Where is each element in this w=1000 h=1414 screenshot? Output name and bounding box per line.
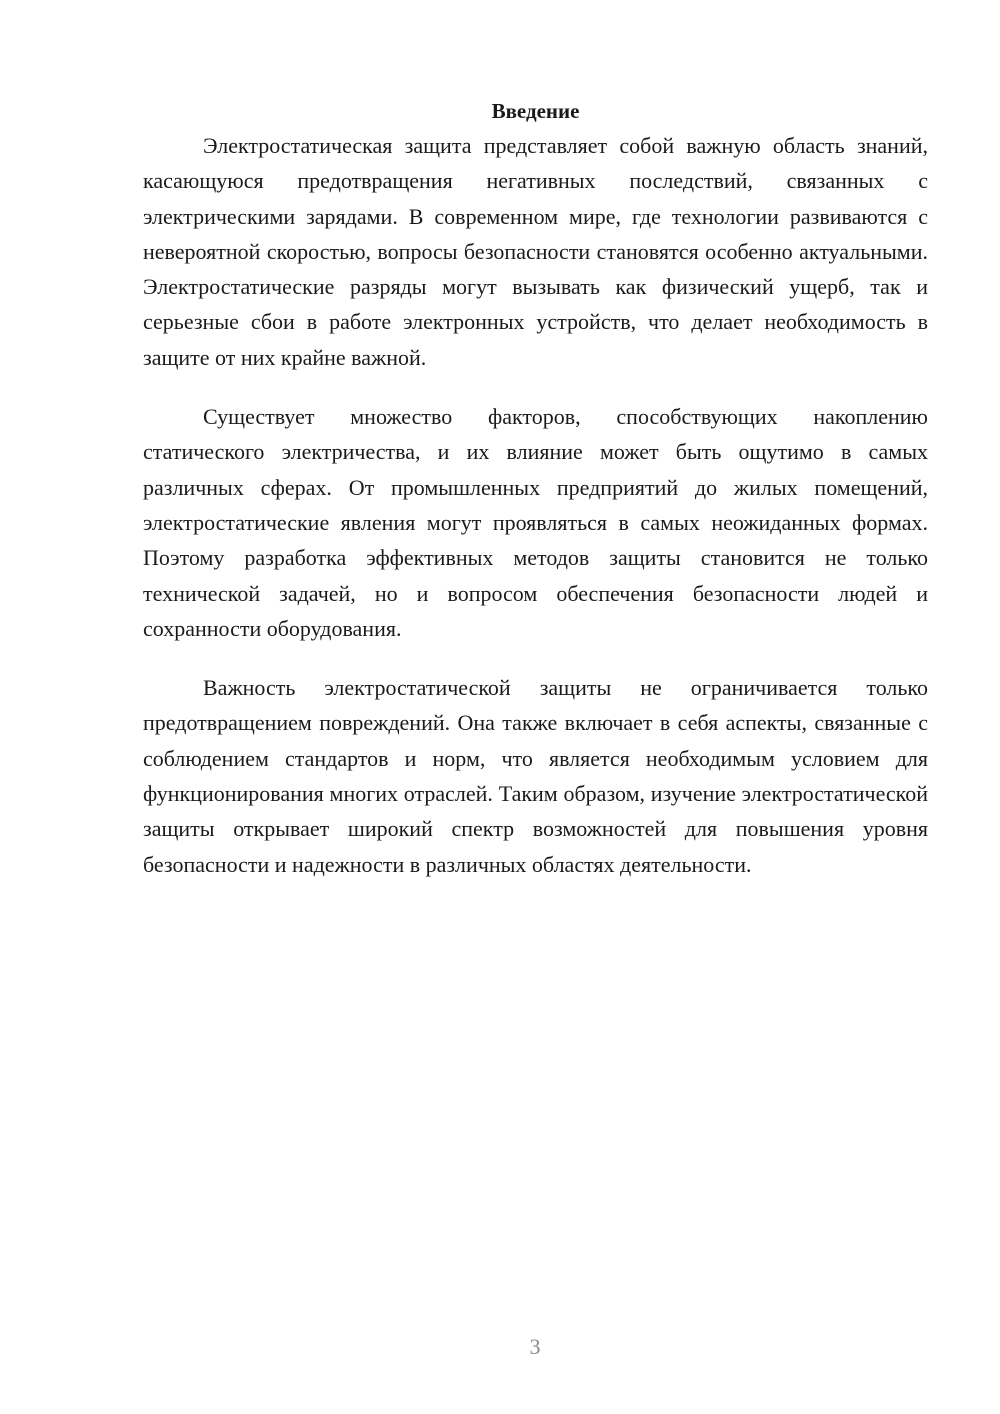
page-content bbox=[143, 96, 928, 906]
paragraph-3: Важность электростатической защиты не ограничивается только предотвращением повреждений. Она также включает в себя аспекты, связанные с соблюдением стандартов и норм, что является необходимым условием для функционирования многих отраслей. Таким образом, изучение электростатической защиты открывает широкий спектр возможностей для повышения уровня безопасности и надежности в различных областях деятельности. bbox=[143, 675, 928, 877]
page-number: 3 bbox=[529, 1334, 541, 1359]
paragraph-1: Электростатическая защита представляет собой важную область знаний, касающуюся предотвращения негативных последствий, связанных с электрическими зарядами. В современном мире, где технологии развиваются с невероятной скоростью, вопросы безопасности становятся особенно актуальными. Электростатические разряды могут вызывать как физический ущерб, так и серьезные сбои в работе электронных устройств, что делает необходимость в защите от них крайне важной. bbox=[143, 133, 928, 370]
paragraph-2: Существует множество факторов, способствующих накоплению статического электричества, и их влияние может быть ощутимо в самых различных сферах. От промышленных предприятий до жилых помещений, электростатические явления могут проявляться в самых неожиданных формах. Поэтому разработка эффективных методов защиты становится не только технической задачей, но и вопросом обеспечения безопасности людей и сохранности оборудования. bbox=[143, 404, 928, 641]
section-title: Введение bbox=[491, 99, 580, 123]
